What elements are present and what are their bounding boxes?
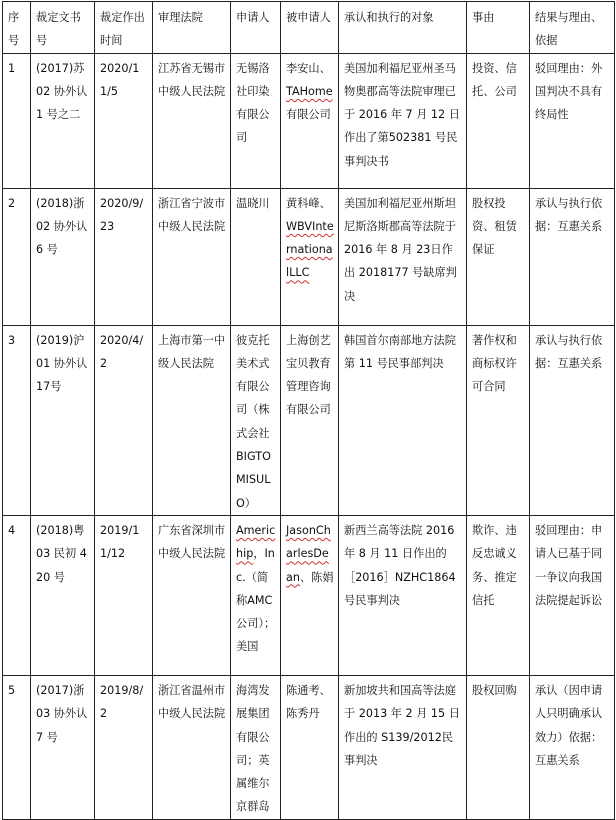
cell-date: 2020/4/2 xyxy=(95,325,153,515)
respondent-text: 上海创艺宝贝教育管理咨询有限公司 xyxy=(286,333,331,417)
cell-date: 2019/8/2 xyxy=(95,675,153,819)
cell-doc-no: (2017)苏 02 协外认 1 号之二 xyxy=(31,53,95,188)
cell-court: 上海市第一中级人民法院 xyxy=(153,325,231,515)
cell-applicant: 海湾发展集团有限公司；英属维尔京群岛 xyxy=(231,675,281,819)
cell-result: 驳回理由：外国判决不具有终局性 xyxy=(530,53,615,188)
cell-respondent xyxy=(281,325,339,515)
respondent-text-tail: 、陈娟 xyxy=(299,570,334,584)
respondent-text: 李安山、 xyxy=(286,61,331,75)
cell-date: 2019/11/12 xyxy=(95,515,153,675)
header-row xyxy=(3,2,615,54)
header-object: 承认和执行的对象 xyxy=(339,2,467,54)
cell-cause: 著作权和商标权许可合同 xyxy=(467,325,530,515)
header-court: 审理法院 xyxy=(153,2,231,54)
header-applicant: 申请人 xyxy=(231,2,281,54)
cell-date: 2020/11/5 xyxy=(95,53,153,188)
applicant-text: ，Inc.（简称AMC 公司）；美国 xyxy=(236,547,276,654)
cell-doc-no: (2018)浙 02 协外认 6 号 xyxy=(31,188,95,325)
cell-court: 浙江省宁波市中级人民法院 xyxy=(153,188,231,325)
cell-result: 承认与执行依据：互惠关系 xyxy=(530,188,615,325)
header-no: 序号 xyxy=(3,2,31,54)
cell-no: 1 xyxy=(3,53,31,188)
respondent-flagged-text: WBVInternationalLLC xyxy=(286,219,334,280)
cell-object: 美国加利福尼亚州圣马物奥郡高等法院审理已于 2016 年 7 月 12 日作出了第502381 号民事判决书 xyxy=(339,53,467,188)
cell-no: 2 xyxy=(3,188,31,325)
respondent-flagged-text: JasonCharlesDean xyxy=(286,523,331,584)
respondent-flagged-text: TAHome xyxy=(286,84,333,98)
respondent-text-tail: 有限公司 xyxy=(286,108,331,122)
header-cause: 事由 xyxy=(467,2,530,54)
cell-cause: 欺诈、违反忠诚义务、推定信托 xyxy=(467,515,530,675)
cell-no: 5 xyxy=(3,675,31,819)
cell-cause: 股权投资、租赁保证 xyxy=(467,188,530,325)
cell-no: 3 xyxy=(3,325,31,515)
cell-object: 美国加利福尼亚州斯坦尼斯洛斯郡高等法院于 2016 年 8 月 23日作出 2018177 号缺席判决 xyxy=(339,188,467,325)
cell-object: 新加坡共和国高等法庭于 2013 年 2 月 15 日作出的 S139/2012民事判决 xyxy=(339,675,467,819)
cell-result: 驳回理由：申请人已基于同一争议向我国法院提起诉讼 xyxy=(530,515,615,675)
cell-result: 承认（因申请人只明确承认效力）依据：互惠关系 xyxy=(530,675,615,819)
header-doc-no: 裁定文书号 xyxy=(31,2,95,54)
cell-applicant xyxy=(231,515,281,675)
table-row xyxy=(3,675,615,819)
cell-respondent xyxy=(281,53,339,188)
cell-court: 广东省深圳市中级人民法院 xyxy=(153,515,231,675)
cell-court: 江苏省无锡市中级人民法院 xyxy=(153,53,231,188)
table-row xyxy=(3,188,615,325)
header-respondent: 被申请人 xyxy=(281,2,339,54)
cell-date: 2020/9/23 xyxy=(95,188,153,325)
cell-cause: 投资、信托、公司 xyxy=(467,53,530,188)
respondent-text: 黄科峰、 xyxy=(286,196,331,210)
cell-doc-no: (2018)粤 03 民初 420 号 xyxy=(31,515,95,675)
table-row xyxy=(3,515,615,675)
cell-applicant: 温晓川 xyxy=(231,188,281,325)
table-row xyxy=(3,325,615,515)
cell-object: 新西兰高等法院 2016年 8 月 11 日作出的［2016］NZHC1864号民事判决 xyxy=(339,515,467,675)
respondent-text: 陈通考、陈秀丹 xyxy=(286,683,331,721)
cell-object: 韩国首尔南部地方法院第 11 号民事部判决 xyxy=(339,325,467,515)
cell-no: 4 xyxy=(3,515,31,675)
court-rulings-table xyxy=(2,1,615,820)
cell-doc-no: (2019)沪 01 协外认 17号 xyxy=(31,325,95,515)
cell-respondent xyxy=(281,188,339,325)
cell-doc-no: (2017)浙 03 协外认 7 号 xyxy=(31,675,95,819)
cell-court: 浙江省温州市中级人民法院 xyxy=(153,675,231,819)
header-date: 裁定作出时间 xyxy=(95,2,153,54)
applicant-flagged-text: Americhip xyxy=(236,523,276,561)
header-result: 结果与理由、依据 xyxy=(530,2,615,54)
cell-respondent xyxy=(281,675,339,819)
cell-respondent xyxy=(281,515,339,675)
cell-applicant: 无锡洛社印染有限公司 xyxy=(231,53,281,188)
table-row xyxy=(3,53,615,188)
cell-result: 承认与执行依据：互惠关系 xyxy=(530,325,615,515)
cell-applicant: 彼克托美术式有限公司（株式会社BIGTOMISULO） xyxy=(231,325,281,515)
cell-cause: 股权回购 xyxy=(467,675,530,819)
